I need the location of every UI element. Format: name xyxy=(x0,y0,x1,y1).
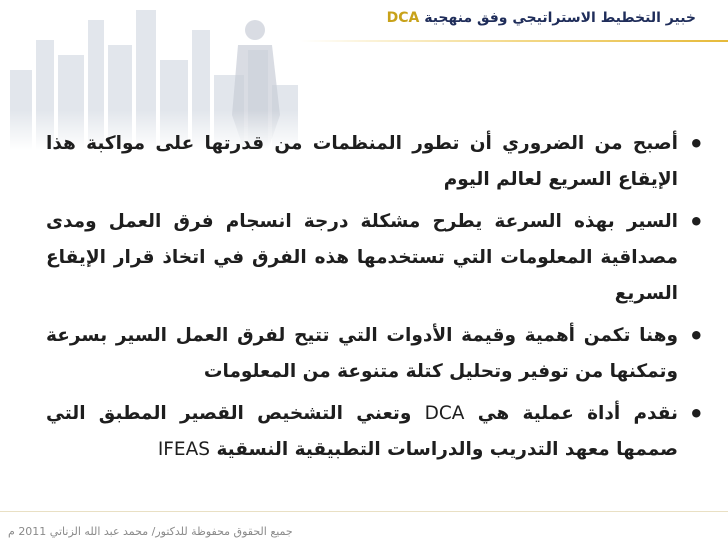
dca-term: DCA xyxy=(424,403,465,424)
footer-divider xyxy=(0,511,728,512)
bullet-item: • أصبح من الضروري أن تطور المنظمات من قدرتها على مواكبة هذا الإيقاع السريع لعالم اليوم xyxy=(46,126,706,198)
header-title-text: خبير التخطيط الاستراتيجي وفق منهجية xyxy=(424,10,696,26)
bullet-item xyxy=(46,396,706,468)
header-title-highlight: DCA xyxy=(386,10,420,26)
copyright-footer: جميع الحقوق محفوظة للدكتور/ محمد عبد الله الزناتي 2011 م xyxy=(8,525,293,538)
bullet-text: نقدم أداة عملية هي xyxy=(477,403,678,424)
ifeas-term: IFEAS xyxy=(157,439,210,460)
bullet-text: وتعني التشخيص القصير المطبق التي صممها معهد التدريب والدراسات التطبيقية النسقية xyxy=(46,403,678,460)
bullet-item: • وهنا تكمن أهمية وقيمة الأدوات التي تتيح لفرق العمل السير بسرعة وتمكنها من توفير وتحليل كتلة متنوعة من المعلومات xyxy=(46,318,706,390)
bullet-list xyxy=(46,126,706,474)
bullet-item: • السير بهذه السرعة يطرح مشكلة درجة انسجام فرق العمل ومدى مصداقية المعلومات التي تستخدمها هذه الفرق في اتخاذ قرار الإيقاع السريع xyxy=(46,204,706,312)
header-title xyxy=(387,10,696,26)
header-divider xyxy=(300,40,728,42)
